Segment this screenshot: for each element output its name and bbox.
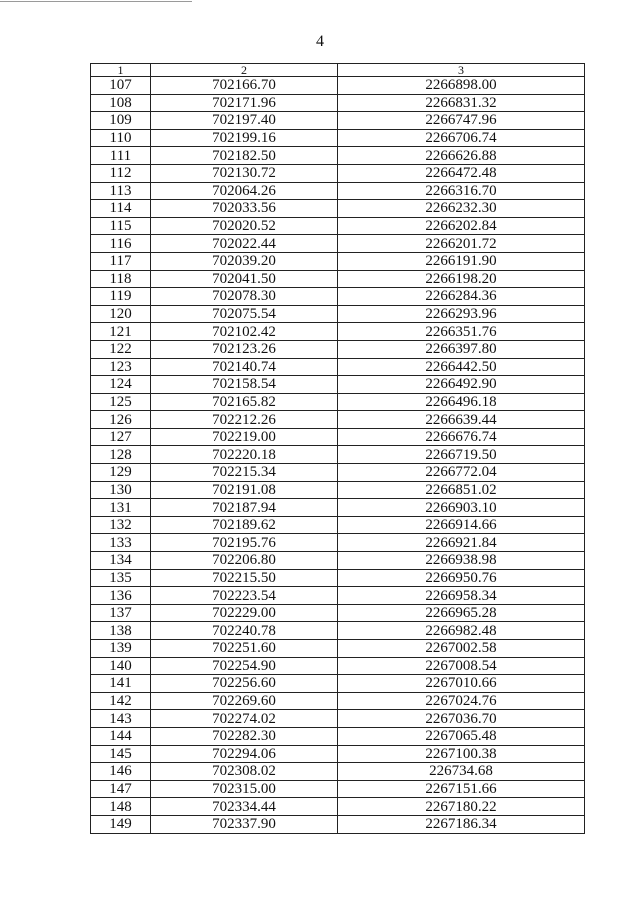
- x-coordinate-cell: 702187.94: [151, 499, 338, 517]
- table-row: [91, 323, 585, 341]
- point-number-cell: 113: [91, 182, 151, 200]
- table-row: [91, 780, 585, 798]
- y-coordinate-cell: 2266232.30: [338, 200, 585, 218]
- x-coordinate-cell: 702256.60: [151, 675, 338, 693]
- point-number-cell: 136: [91, 587, 151, 605]
- x-coordinate-cell: 702039.20: [151, 252, 338, 270]
- y-coordinate-cell: 2267024.76: [338, 692, 585, 710]
- table-row: [91, 815, 585, 833]
- table-row: [91, 745, 585, 763]
- y-coordinate-cell: 2266472.48: [338, 164, 585, 182]
- x-coordinate-cell: 702130.72: [151, 164, 338, 182]
- point-number-cell: 114: [91, 200, 151, 218]
- point-number-cell: 139: [91, 640, 151, 658]
- table-row: [91, 622, 585, 640]
- x-coordinate-cell: 702064.26: [151, 182, 338, 200]
- table-row: [91, 727, 585, 745]
- x-coordinate-cell: 702212.26: [151, 411, 338, 429]
- y-coordinate-cell: 2266293.96: [338, 305, 585, 323]
- table-row: [91, 288, 585, 306]
- point-number-cell: 110: [91, 129, 151, 147]
- table-row: [91, 164, 585, 182]
- table-row: [91, 534, 585, 552]
- table-row: [91, 798, 585, 816]
- x-coordinate-cell: 702197.40: [151, 112, 338, 130]
- table-row: [91, 376, 585, 394]
- x-coordinate-cell: 702189.62: [151, 516, 338, 534]
- x-coordinate-cell: 702219.00: [151, 428, 338, 446]
- table-row: [91, 604, 585, 622]
- table-row: [91, 640, 585, 658]
- table-row: [91, 446, 585, 464]
- point-number-cell: 142: [91, 692, 151, 710]
- table-row: [91, 675, 585, 693]
- table-row: [91, 129, 585, 147]
- table-row: [91, 305, 585, 323]
- y-coordinate-cell: 2266898.00: [338, 77, 585, 95]
- y-coordinate-cell: 2266626.88: [338, 147, 585, 165]
- y-coordinate-cell: 2266202.84: [338, 217, 585, 235]
- y-coordinate-cell: 2267010.66: [338, 675, 585, 693]
- column-header-2: 2: [151, 64, 338, 77]
- x-coordinate-cell: 702191.08: [151, 481, 338, 499]
- point-number-cell: 116: [91, 235, 151, 253]
- y-coordinate-cell: 2267002.58: [338, 640, 585, 658]
- table-row: [91, 252, 585, 270]
- y-coordinate-cell: 2266496.18: [338, 393, 585, 411]
- x-coordinate-cell: 702195.76: [151, 534, 338, 552]
- x-coordinate-cell: 702171.96: [151, 94, 338, 112]
- y-coordinate-cell: 2266442.50: [338, 358, 585, 376]
- point-number-cell: 117: [91, 252, 151, 270]
- table-row: [91, 112, 585, 130]
- y-coordinate-cell: 2266831.32: [338, 94, 585, 112]
- table-row: [91, 217, 585, 235]
- x-coordinate-cell: 702223.54: [151, 587, 338, 605]
- point-number-cell: 140: [91, 657, 151, 675]
- x-coordinate-cell: 702334.44: [151, 798, 338, 816]
- x-coordinate-cell: 702251.60: [151, 640, 338, 658]
- scan-edge-line: [0, 1, 192, 2]
- point-number-cell: 149: [91, 815, 151, 833]
- y-coordinate-cell: 2266706.74: [338, 129, 585, 147]
- y-coordinate-cell: 2267186.34: [338, 815, 585, 833]
- table-row: [91, 147, 585, 165]
- table-row: [91, 763, 585, 781]
- table-row: [91, 587, 585, 605]
- point-number-cell: 107: [91, 77, 151, 95]
- point-number-cell: 138: [91, 622, 151, 640]
- x-coordinate-cell: 702215.34: [151, 464, 338, 482]
- y-coordinate-cell: 2267065.48: [338, 727, 585, 745]
- y-coordinate-cell: 2266965.28: [338, 604, 585, 622]
- point-number-cell: 145: [91, 745, 151, 763]
- y-coordinate-cell: 2266201.72: [338, 235, 585, 253]
- table-row: [91, 428, 585, 446]
- table-row: [91, 411, 585, 429]
- column-header-1: 1: [91, 64, 151, 77]
- table-row: [91, 499, 585, 517]
- y-coordinate-cell: 2267151.66: [338, 780, 585, 798]
- y-coordinate-cell: 2266982.48: [338, 622, 585, 640]
- x-coordinate-cell: 702182.50: [151, 147, 338, 165]
- x-coordinate-cell: 702033.56: [151, 200, 338, 218]
- point-number-cell: 111: [91, 147, 151, 165]
- table-body: [91, 77, 585, 834]
- y-coordinate-cell: 2266198.20: [338, 270, 585, 288]
- table-row: [91, 94, 585, 112]
- x-coordinate-cell: 702075.54: [151, 305, 338, 323]
- point-number-cell: 147: [91, 780, 151, 798]
- x-coordinate-cell: 702199.16: [151, 129, 338, 147]
- point-number-cell: 144: [91, 727, 151, 745]
- point-number-cell: 146: [91, 763, 151, 781]
- y-coordinate-cell: 2267180.22: [338, 798, 585, 816]
- point-number-cell: 127: [91, 428, 151, 446]
- y-coordinate-cell: 2266903.10: [338, 499, 585, 517]
- x-coordinate-cell: 702254.90: [151, 657, 338, 675]
- point-number-cell: 123: [91, 358, 151, 376]
- x-coordinate-cell: 702215.50: [151, 569, 338, 587]
- point-number-cell: 109: [91, 112, 151, 130]
- column-header-3: 3: [338, 64, 585, 77]
- y-coordinate-cell: 2266914.66: [338, 516, 585, 534]
- table-row: [91, 657, 585, 675]
- point-number-cell: 148: [91, 798, 151, 816]
- table-row: [91, 552, 585, 570]
- x-coordinate-cell: 702158.54: [151, 376, 338, 394]
- x-coordinate-cell: 702166.70: [151, 77, 338, 95]
- y-coordinate-cell: 2266639.44: [338, 411, 585, 429]
- x-coordinate-cell: 702220.18: [151, 446, 338, 464]
- point-number-cell: 134: [91, 552, 151, 570]
- x-coordinate-cell: 702294.06: [151, 745, 338, 763]
- x-coordinate-cell: 702315.00: [151, 780, 338, 798]
- table-row: [91, 182, 585, 200]
- point-number-cell: 122: [91, 340, 151, 358]
- table-row: [91, 200, 585, 218]
- y-coordinate-cell: 2266747.96: [338, 112, 585, 130]
- x-coordinate-cell: 702308.02: [151, 763, 338, 781]
- y-coordinate-cell: 2266351.76: [338, 323, 585, 341]
- point-number-cell: 125: [91, 393, 151, 411]
- table-row: [91, 692, 585, 710]
- point-number-cell: 137: [91, 604, 151, 622]
- point-number-cell: 135: [91, 569, 151, 587]
- y-coordinate-cell: 2266676.74: [338, 428, 585, 446]
- point-number-cell: 121: [91, 323, 151, 341]
- x-coordinate-cell: 702206.80: [151, 552, 338, 570]
- point-number-cell: 131: [91, 499, 151, 517]
- point-number-cell: 143: [91, 710, 151, 728]
- point-number-cell: 120: [91, 305, 151, 323]
- y-coordinate-cell: 2267036.70: [338, 710, 585, 728]
- x-coordinate-cell: 702165.82: [151, 393, 338, 411]
- point-number-cell: 108: [91, 94, 151, 112]
- table-row: [91, 464, 585, 482]
- x-coordinate-cell: 702282.30: [151, 727, 338, 745]
- y-coordinate-cell: 2266851.02: [338, 481, 585, 499]
- y-coordinate-cell: 2266921.84: [338, 534, 585, 552]
- table-row: [91, 569, 585, 587]
- table-row: [91, 340, 585, 358]
- table-header: [91, 64, 585, 77]
- y-coordinate-cell: 2266191.90: [338, 252, 585, 270]
- point-number-cell: 130: [91, 481, 151, 499]
- y-coordinate-cell: 2266492.90: [338, 376, 585, 394]
- x-coordinate-cell: 702123.26: [151, 340, 338, 358]
- table-row: [91, 710, 585, 728]
- table-row: [91, 481, 585, 499]
- point-number-cell: 129: [91, 464, 151, 482]
- table-row: [91, 516, 585, 534]
- header-row: [91, 64, 585, 77]
- table-row: [91, 77, 585, 95]
- y-coordinate-cell: 2266772.04: [338, 464, 585, 482]
- point-number-cell: 124: [91, 376, 151, 394]
- page-number: 4: [316, 33, 324, 50]
- y-coordinate-cell: 2266316.70: [338, 182, 585, 200]
- table-row: [91, 358, 585, 376]
- x-coordinate-cell: 702041.50: [151, 270, 338, 288]
- x-coordinate-cell: 702337.90: [151, 815, 338, 833]
- y-coordinate-cell: 2267100.38: [338, 745, 585, 763]
- table-row: [91, 235, 585, 253]
- coordinates-table: [90, 63, 585, 834]
- y-coordinate-cell: 2266284.36: [338, 288, 585, 306]
- point-number-cell: 128: [91, 446, 151, 464]
- table-row: [91, 393, 585, 411]
- table-row: [91, 270, 585, 288]
- x-coordinate-cell: 702078.30: [151, 288, 338, 306]
- y-coordinate-cell: 2266950.76: [338, 569, 585, 587]
- point-number-cell: 118: [91, 270, 151, 288]
- x-coordinate-cell: 702140.74: [151, 358, 338, 376]
- x-coordinate-cell: 702102.42: [151, 323, 338, 341]
- x-coordinate-cell: 702020.52: [151, 217, 338, 235]
- point-number-cell: 133: [91, 534, 151, 552]
- x-coordinate-cell: 702274.02: [151, 710, 338, 728]
- x-coordinate-cell: 702229.00: [151, 604, 338, 622]
- point-number-cell: 132: [91, 516, 151, 534]
- y-coordinate-cell: 2266938.98: [338, 552, 585, 570]
- y-coordinate-cell: 2266397.80: [338, 340, 585, 358]
- point-number-cell: 112: [91, 164, 151, 182]
- point-number-cell: 141: [91, 675, 151, 693]
- x-coordinate-cell: 702269.60: [151, 692, 338, 710]
- y-coordinate-cell: 226734.68: [338, 763, 585, 781]
- y-coordinate-cell: 2267008.54: [338, 657, 585, 675]
- x-coordinate-cell: 702022.44: [151, 235, 338, 253]
- point-number-cell: 115: [91, 217, 151, 235]
- x-coordinate-cell: 702240.78: [151, 622, 338, 640]
- point-number-cell: 126: [91, 411, 151, 429]
- y-coordinate-cell: 2266719.50: [338, 446, 585, 464]
- y-coordinate-cell: 2266958.34: [338, 587, 585, 605]
- point-number-cell: 119: [91, 288, 151, 306]
